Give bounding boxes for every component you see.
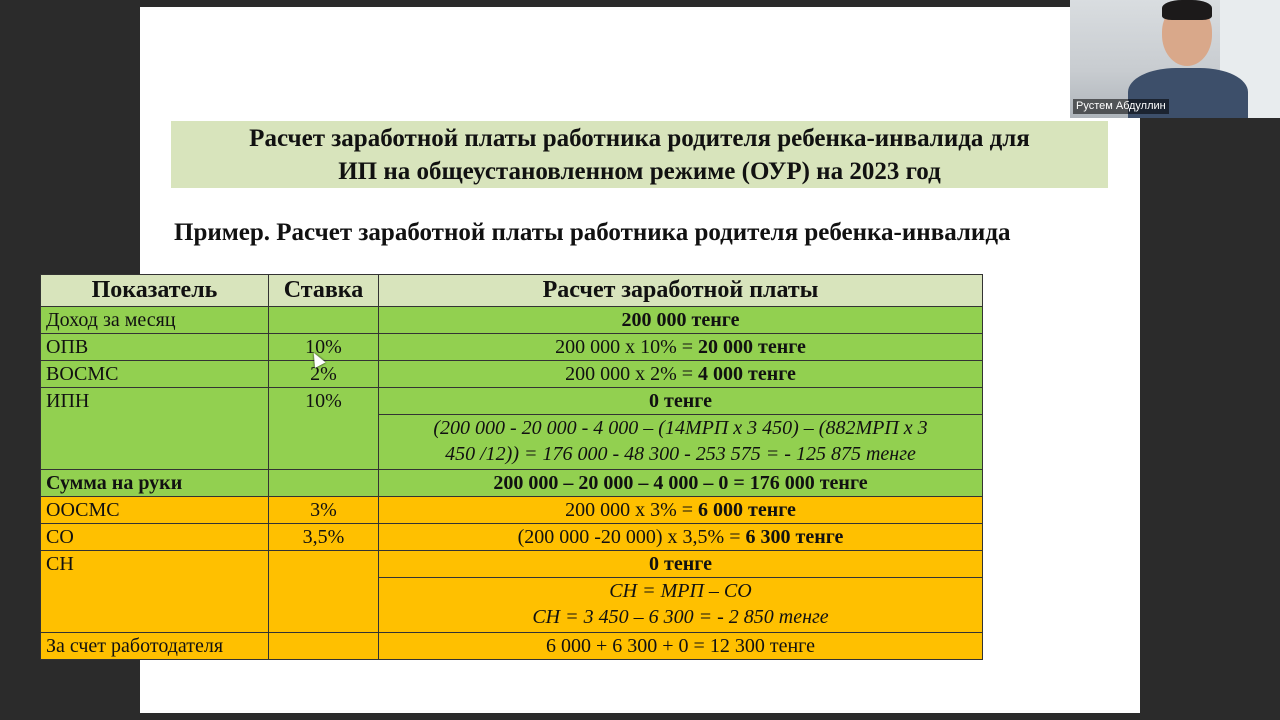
row-rate (269, 633, 379, 660)
row-calc (379, 361, 983, 388)
row-label: Доход за месяц (41, 307, 269, 334)
row-label: ИПН (41, 388, 269, 470)
row-calc (379, 334, 983, 361)
row-calc: 0 тенге (379, 551, 983, 578)
table-row-income (41, 307, 983, 334)
calc-formula: 200 000 х 3% = (565, 499, 699, 521)
row-rate: 10% (269, 334, 379, 361)
header-calculation: Расчет заработной платы (379, 275, 983, 307)
table-row-vosms (41, 361, 983, 388)
row-rate: 10% (269, 388, 379, 470)
header-indicator: Показатель (41, 275, 269, 307)
calc-formula: 200 000 х 10% = (555, 336, 699, 358)
row-rate (269, 551, 379, 633)
calc-result: 20 000 тенге (698, 336, 806, 358)
calc-result: 6 000 тенге (698, 499, 796, 521)
webcam-person-hair (1162, 0, 1212, 20)
detail-line-2: 450 /12)) = 176 000 - 48 300 - 253 575 = - 125 875 тенге (445, 443, 916, 465)
row-label: ООСМС (41, 497, 269, 524)
table-row-ipn (41, 388, 983, 415)
row-calc: 6 000 + 6 300 + 0 = 12 300 тенге (379, 633, 983, 660)
row-label: СН (41, 551, 269, 633)
row-calc: 0 тенге (379, 388, 983, 415)
row-calc (379, 497, 983, 524)
calc-result: 4 000 тенге (698, 363, 796, 385)
row-label: ОПВ (41, 334, 269, 361)
table-header-row (41, 275, 983, 307)
slide-title (171, 121, 1108, 188)
row-label: СО (41, 524, 269, 551)
table-row-net (41, 470, 983, 497)
row-calc-detail (379, 578, 983, 633)
table-row-so (41, 524, 983, 551)
participant-name: Рустем Абдуллин (1073, 99, 1169, 114)
detail-line-1: СН = МРП – СО (609, 580, 752, 602)
detail-line-2: СН = 3 450 – 6 300 = - 2 850 тенге (532, 606, 829, 628)
row-calc (379, 524, 983, 551)
row-calc-detail (379, 415, 983, 470)
header-rate: Ставка (269, 275, 379, 307)
row-calc: 200 000 тенге (379, 307, 983, 334)
title-line-2: ИП на общеустановленном режиме (ОУР) на 2023 год (338, 157, 941, 185)
calc-formula: (200 000 -20 000) х 3,5% = (517, 526, 746, 548)
webcam-thumbnail[interactable] (1070, 0, 1280, 118)
row-rate: 3% (269, 497, 379, 524)
table-row-oosms (41, 497, 983, 524)
table-row-employer (41, 633, 983, 660)
row-label: Сумма на руки (41, 470, 269, 497)
calc-result: 6 300 тенге (745, 526, 844, 548)
calc-formula: 200 000 х 2% = (565, 363, 699, 385)
table-row-sn (41, 551, 983, 578)
row-rate: 3,5% (269, 524, 379, 551)
row-rate: 2% (269, 361, 379, 388)
title-line-1: Расчет заработной платы работника родителя ребенка-инвалида для (249, 124, 1030, 152)
row-label: За счет работодателя (41, 633, 269, 660)
row-calc: 200 000 – 20 000 – 4 000 – 0 = 176 000 тенге (379, 470, 983, 497)
row-rate (269, 307, 379, 334)
detail-line-1: (200 000 - 20 000 - 4 000 – (14МРП х 3 450) – (882МРП х 3 (433, 417, 928, 439)
row-rate (269, 470, 379, 497)
slide-subtitle: Пример. Расчет заработной платы работника родителя ребенка-инвалида (174, 219, 1011, 246)
salary-calculation-table (40, 274, 983, 660)
row-label: ВОСМС (41, 361, 269, 388)
table-row-opv (41, 334, 983, 361)
